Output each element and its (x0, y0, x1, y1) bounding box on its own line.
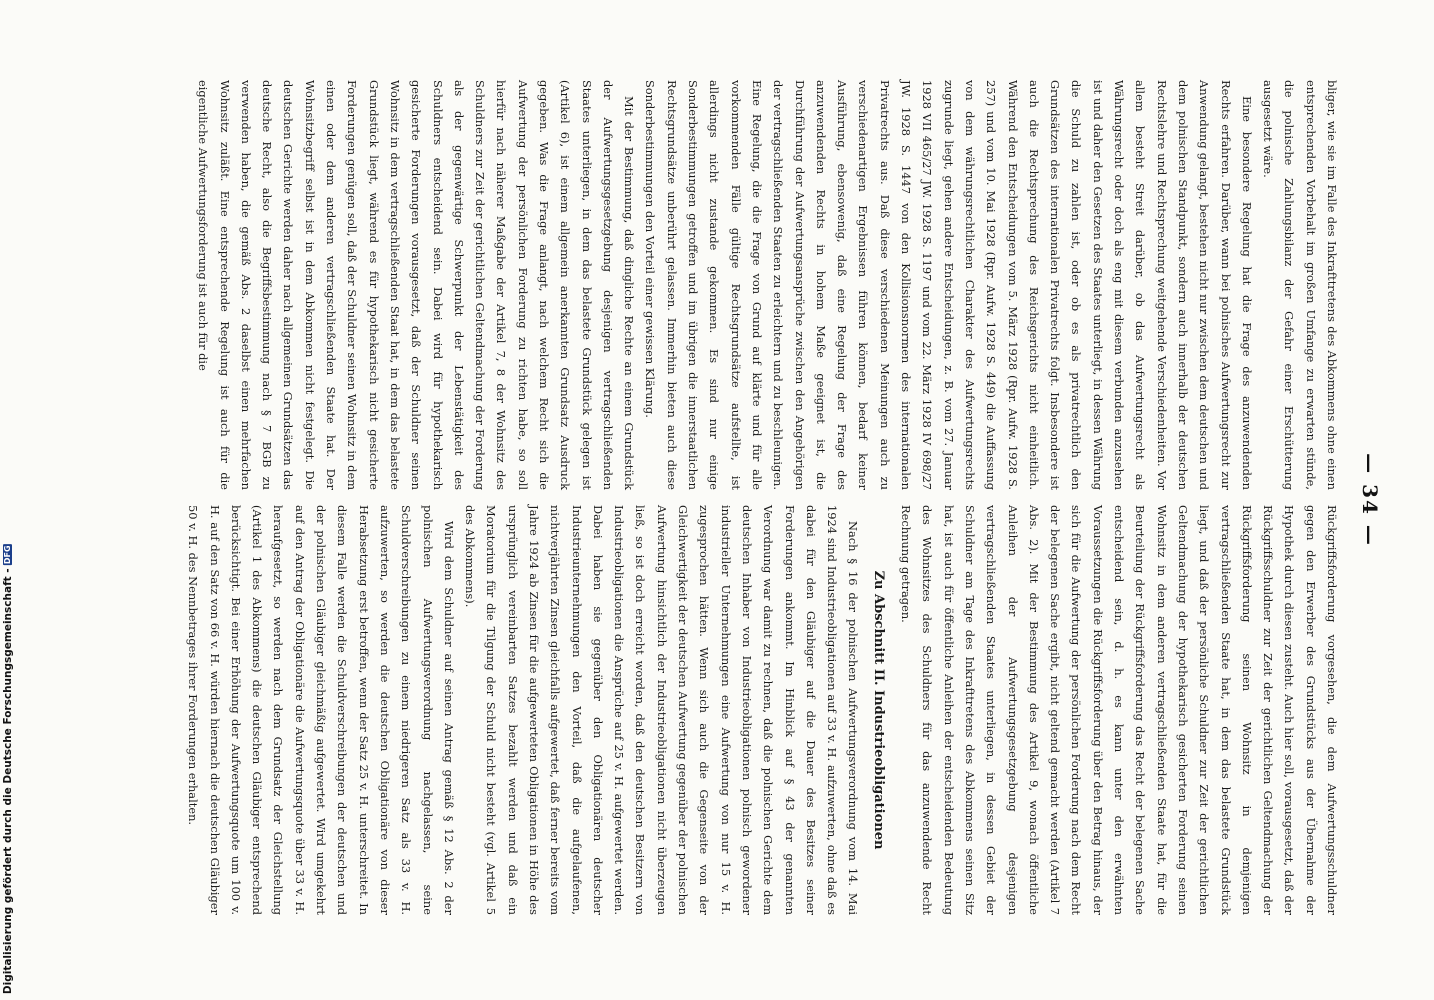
dfg-logo-icon: DFG (3, 544, 12, 564)
paragraph: Wird dem Schuldner auf seinen Antrag gemäß § 12 Abs. 2 der polnischen Aufwertungsverordnung nachgelassen, seine Schuldverschreibungen zu einem niedrigeren Satz als 33 v. H. aufzuwerten, so werden die deutschen Obligationäre von dieser Herabsetzung erst betroffen, wenn der Satz 25 v. H. unterschreitet. In diesem Falle werden die Schuldverschreibungen der deutschen und der polnischen Gläubiger gleichmäßig aufgewertet. Wird umgekehrt auf den Antrag der Obligationäre die Aufwertungsquote über 33 v. H. heraufgesetzt, so werden nach dem Grundsatz der Gleichstellung (Artikel 1 des Abkommens) die deutschen Gläubiger entsprechend berücksichtigt. Bei einer Erhöhung der Aufwertungsquote um 100 v. H. auf den Satz von 66 v. H. würden hiernach die deutschen Gläubiger 50 v. H. des Nennbetrages ihrer Forderungen erhalten. (186, 505, 456, 915)
paragraph: Rückgriffsforderung vorgesehen, die dem Aufwertungsschuldner gegen den Erwerber des Grundstücks aus der Übernahme der Hypothek durch diesen zusteht. Auch hier soll, vorausgesetzt, daß der Rückgriffsschuldner zur Zeit der gerichtlichen Geltendmachung der Rückgriffsforderung seinen Wohnsitz in demjenigen vertragschließenden Staate hat, in dem das belastete Grundstück liegt, und daß der persönliche Schuldner zur Zeit der gerichtlichen Geltendmachung der hypothekarisch gesicherten Forderung seinen Wohnsitz in dem anderen vertragschließenden Staate hat, für die Beurteilung der Rückgriffsforderung das Recht der belegenen Sache entscheidend sein, d. h. es kann unter den erwähnten Voraussetzungen die Rückgriffsforderung über den Betrag hinaus, der sich für die Aufwertung der persönlichen Forderung nach dem Recht der belegenen Sache ergibt, nicht geltend gemacht werden (Artikel 7 Abs. 2). Mit der Bestimmung des Artikel 9, wonach öffentliche Anleihen der Aufwertungsgesetzgebung desjenigen vertragschließenden Staates unterliegen, in dessen Gebiet der Schuldner am Tage des Inkrafttretens des Abkommens seinen Sitz hat, ist auch für öffentliche Anleihen der entscheidenden Bedeutung des Wohnsitzes des Schuldners für das anzuwendende Recht Rechnung getragen. (899, 505, 1339, 915)
page-number: — 34 — (1358, 453, 1382, 547)
paragraph: Eine besondere Regelung hat die Frage des anzuwendenden Rechts erfahren. Darüber, wann bei polnisches Aufwertungsrecht zur Anwendung gelangt, bestehen nicht nur zwischen dem deutschen und dem polnischen Standpunkt, sondern auch innerhalb der deutschen Rechtslehre und Rechtsprechung weitgehende Verschiedenheiten. Vor allem besteht Streit darüber, ob das Aufwertungsrecht als Währungsrecht oder doch als eng mit diesem verbunden anzusehen ist und daher den Gesetzen des Staates unterliegt, in dessen Währung die Schuld zu zahlen ist, oder ob es als privatrechtlich den Grundsätzen des internationalen Privatrechts folgt. Insbesondere ist auch die Rechtsprechung des Reichsgerichts nicht einheitlich. Während den Entscheidungen vom 5. März 1928 (Rpr. Aufw. 1928 S. 257) und vom 10. Mai 1928 (Rpr. Aufw. 1928 S. 449) die Auffassung von dem währungsrechtlichen Charakter des Aufwertungsrechts zugrunde liegt, gehen andere Entscheidungen, z. B. vom 27. Januar 1928 VII 465/27 JW. 1928 S. 1197 und vom 22. März 1928 IV 698/27 JW. 1928 S. 1447 von den Kollisionsnormen des internationalen Privatrechts aus. Daß diese verschiedenen Meinungen auch zu verschiedenartigen Ergebnissen führen können, bedarf keiner Ausführung, ebensowenig, daß eine Regelung der Frage des anzuwendenden Rechts in hohem Maße geeignet ist, die Durchführung der Aufwertungsansprüche zwischen den Angehörigen der vertragschließenden Staaten zu erleichtern und zu beschleunigen. Eine Regelung, die die Frage von Grund auf klärte und für alle vorkommenden Fälle gültige Rechtsgrundsätze aufstellte, ist allerdings nicht zustande gekommen. Es sind nur einige Sonderbestimmungen getroffen und im übrigen die innerstaatlichen Rechtsgrundsätze unberührt gelassen. Immerhin bieten auch diese Sonderbestimmungen den Vorteil einer gewissen Klärung. (643, 80, 1254, 490)
paragraph: bliger, wie sie im Falle des Inkrafttretens des Abkommens ohne einen entsprechenden Vorbehalt im großen Umfange zu erwarten stünde, die polnische Zahlungsbilanz der Gefahr einer Erschütterung ausgesetzt wäre. (1261, 80, 1339, 490)
footer-credit-text: Digitalisierung gefördert durch die Deutsche Forschungsgemeinschaft - (2, 568, 14, 994)
footer-credit (2, 544, 18, 994)
section-heading: Zu Abschnitt II. Industrieobligationen (870, 570, 886, 850)
digitization-footer (2, 0, 18, 1000)
rotated-page-content (150, 60, 1390, 940)
right-text-column (182, 505, 1342, 915)
left-text-column (192, 80, 1342, 490)
paragraph: Nach § 16 der polnischen Aufwertungsverordnung vom 14. Mai 1924 sind Industrieobligationen auf 33 v. H. aufzuwerten, ohne daß es dabei für den Gläubiger auf die Dauer des Besitzes seiner Forderungen ankommt. Im Hinblick auf § 43 der genannten Verordnung war damit zu rechnen, daß die polnischen Gerichte dem deutschen Inhaber von Industrieobligationen polnisch gewordener industrieller Unternehmungen eine Aufwertung von nur 15 v. H. zugesprochen hätten. Wenn sich auch die Gegenseite von der Gleichwertigkeit der deutschen Aufwertung gegenüber der polnischen Aufwertung hinsichtlich der Industrieobligationen nicht überzeugen ließ, so ist doch erreicht worden, daß den deutschen Besitzern von Industrieobligationen die Ansprüche auf 25 v. H. aufgewertet werden. Dabei haben sie gegenüber den Obligationären deutscher Industrieunternehmungen den Vorteil, daß die aufgelaufenen, nichtverjährten Zinsen gleichfalls aufgewertet, daß ferner bereits vom Jahre 1924 ab Zinsen für die aufgewerteten Obligationen in Höhe des ursprünglich vereinbarten Satzes bezahlt werden und daß ein Moratorium für die Tilgung der Schuld nicht besteht (vgl. Artikel 5 des Abkommens). (463, 505, 861, 915)
paragraph: Mit der Bestimmung, daß dingliche Rechte an einem Grundstück der Aufwertungsgesetzgebung desjenigen vertragschließenden Staates unterliegen, in dem das belastete Grundstück gelegen ist (Artikel 6), ist einem allgemein anerkannten Grundsatz Ausdruck gegeben. Was die Frage anlangt, nach welchem Recht sich die Aufwertung der persönlichen Forderung zu richten habe, so soll hierfür nach näherer Maßgabe der Artikel 7, 8 der Wohnsitz des Schuldners zur Zeit der gerichtlichen Geltendmachung der Forderung als der gegenwärtige Schwerpunkt der Lebenstätigkeit des Schuldners entscheidend sein. Dabei wird für hypothekarisch gesicherte Forderungen vorausgesetzt, daß der Schuldner seinen Wohnsitz in dem vertragschließenden Staat hat, in dem das belastete Grundstück liegt, während es für hypothekarisch nicht gesicherte Forderungen genügen soll, daß der Schuldner seinen Wohnsitz in dem einen oder dem anderen vertragschließenden Staate hat. Der Wohnsitzbegriff selbst ist in dem Abkommen nicht festgelegt. Die deutschen Gerichte werden daher nach allgemeinen Grundsätzen das deutsche Recht, also die Begriffsbestimmung nach § 7 BGB zu verwenden haben, die gemäß Abs. 2 daselbst einen mehrfachen Wohnsitz zuläßt. Eine entsprechende Regelung ist auch für die eigentliche Aufwertungsforderung ist auch für die (196, 80, 637, 490)
